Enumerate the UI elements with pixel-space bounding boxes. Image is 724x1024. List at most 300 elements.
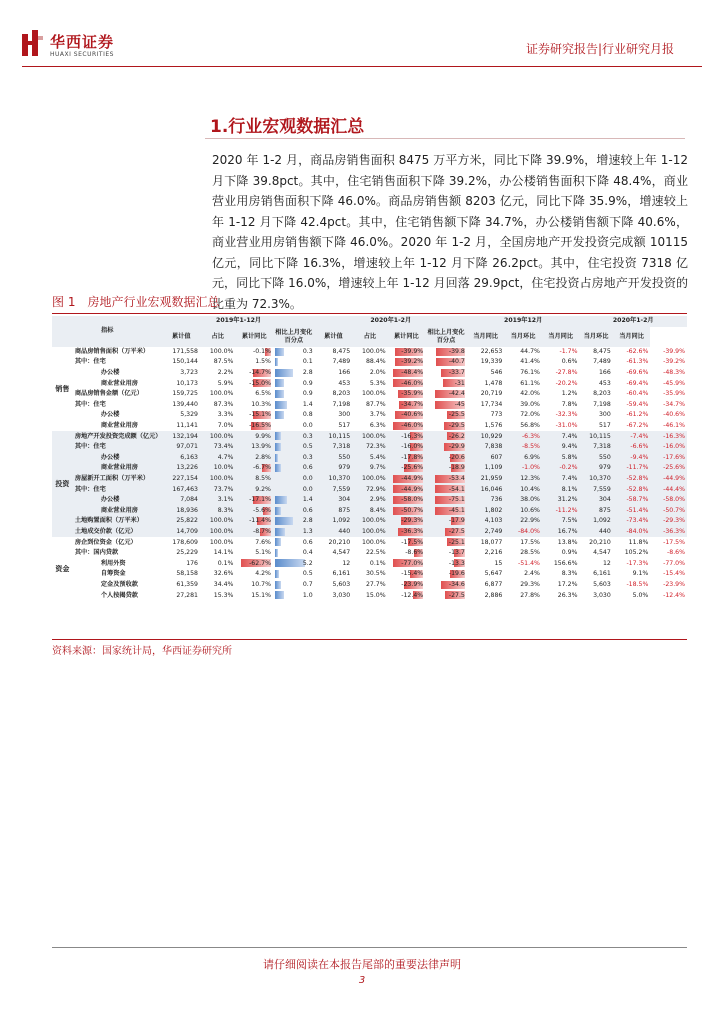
- table-cell: [315, 400, 353, 411]
- table-cell: [162, 347, 200, 358]
- table-cell: [542, 421, 580, 432]
- table-cell: [273, 421, 315, 432]
- cell-value: 5,329: [180, 411, 198, 419]
- table-cell: [235, 474, 273, 485]
- row-label: 办公楼: [73, 453, 163, 464]
- table-cell: [388, 548, 426, 559]
- table-cell: [200, 516, 235, 527]
- cell-value: 17,734: [480, 400, 503, 408]
- table-cell: [467, 453, 505, 464]
- cell-value: 7,318: [332, 443, 351, 451]
- cell-value: 0.1%: [369, 559, 386, 567]
- cell-value: 3,030: [593, 591, 611, 599]
- cell-value: 12.3%: [520, 475, 540, 483]
- cell-value: 1.0: [302, 591, 313, 599]
- data-bar: [275, 401, 287, 409]
- cell-value: -61.2%: [626, 411, 649, 419]
- cell-value: 607: [490, 453, 503, 461]
- cell-value: -16.0%: [401, 443, 424, 451]
- table-cell: [467, 569, 505, 580]
- table-row: [52, 442, 687, 453]
- table-cell: [352, 484, 387, 495]
- table-cell: [388, 389, 426, 400]
- cell-value: 20,719: [480, 390, 503, 398]
- cell-value: 12: [602, 559, 611, 567]
- data-bar: [275, 348, 284, 356]
- table-cell: [425, 474, 467, 485]
- cell-value: 4,103: [484, 517, 503, 525]
- cell-value: 22.5%: [365, 549, 386, 557]
- cell-value: -17.6%: [663, 453, 685, 461]
- table-cell: [315, 453, 353, 464]
- table-cell: [542, 368, 580, 379]
- row-group-label: 投资: [52, 431, 73, 537]
- table-cell: [315, 569, 353, 580]
- table-cell: [613, 558, 651, 569]
- table-cell: [315, 410, 353, 421]
- table-cell: [425, 580, 467, 591]
- table-row: [52, 516, 687, 527]
- row-label: 其中：国内贷款: [73, 548, 163, 559]
- table-cell: [352, 431, 387, 442]
- cell-value: 2.8: [302, 517, 313, 525]
- table-cell: [425, 537, 467, 548]
- table-cell: [504, 548, 542, 559]
- row-label: 房企到位资金（亿元）: [73, 537, 163, 548]
- row-label: 自筹资金: [73, 569, 163, 580]
- table-cell: [200, 474, 235, 485]
- cell-value: -0.2%: [559, 464, 578, 472]
- table-cell: [200, 453, 235, 464]
- cell-value: 20,210: [328, 538, 351, 546]
- report-type: 证券研究报告|行业研究月报: [525, 42, 674, 56]
- cell-value: 2.9%: [369, 496, 386, 504]
- table-cell: [542, 548, 580, 559]
- table-row: [52, 421, 687, 432]
- row-label: 商业营业用房: [73, 421, 163, 432]
- table-cell: [200, 495, 235, 506]
- cell-value: -35.9%: [401, 390, 424, 398]
- table-cell: [467, 548, 505, 559]
- cell-value: 0.6: [302, 506, 313, 514]
- data-bar: [275, 390, 284, 398]
- table-cell: [650, 389, 687, 400]
- table-cell: [542, 347, 580, 358]
- cell-value: -62.7%: [249, 559, 271, 567]
- table-cell: [504, 357, 542, 368]
- cell-value: 550: [599, 453, 611, 461]
- data-bar: [275, 559, 305, 567]
- table-cell: [352, 537, 387, 548]
- table-cell: [542, 400, 580, 411]
- table-cell: [467, 431, 505, 442]
- table-cell: [352, 558, 387, 569]
- table-cell: [613, 410, 651, 421]
- cell-value: -69.4%: [626, 379, 649, 387]
- cell-value: 0.6: [302, 538, 313, 546]
- table-cell: [650, 590, 687, 601]
- table-cell: [273, 389, 315, 400]
- cell-value: 0.6: [302, 464, 313, 472]
- row-label: 其中：住宅: [73, 442, 163, 453]
- cell-value: 227,154: [172, 475, 198, 483]
- table-cell: [352, 495, 387, 506]
- cell-value: -11.4%: [249, 517, 271, 525]
- table-cell: [542, 453, 580, 464]
- cell-value: -34.7%: [663, 400, 685, 408]
- cell-value: -25.5: [448, 411, 465, 419]
- cell-value: 41.4%: [520, 358, 540, 366]
- cell-value: 8,475: [332, 347, 351, 355]
- table-cell: [579, 527, 612, 538]
- table-cell: [352, 400, 387, 411]
- cell-value: -17.9: [448, 517, 465, 525]
- cell-value: 4.7%: [217, 453, 234, 461]
- table-cell: [162, 506, 200, 517]
- cell-value: 7,198: [593, 400, 611, 408]
- table-cell: [425, 378, 467, 389]
- table-cell: [315, 389, 353, 400]
- table-cell: [200, 463, 235, 474]
- table-cell: [200, 506, 235, 517]
- cell-value: 72.0%: [520, 411, 540, 419]
- data-bar: [275, 432, 281, 440]
- cell-value: -50.7%: [401, 506, 424, 514]
- cell-value: 3.1%: [217, 496, 234, 504]
- table-cell: [273, 357, 315, 368]
- table-cell: [425, 410, 467, 421]
- table-cell: [425, 527, 467, 538]
- cell-value: 5,603: [332, 580, 351, 588]
- table-cell: [388, 357, 426, 368]
- cell-value: 0.7: [302, 580, 313, 588]
- cell-value: 7.4%: [561, 432, 578, 440]
- summary-paragraph: 2020 年 1-2 月，商品房销售面积 8475 万平方米，同比下降 39.9%，增速较上年 1-12 月下降 39.8pct。其中，住宅销售面积下降 39.2%，办公楼销售面积下降 48.4%，商业营业用房销售面积下降 46.0%。商品房销售额 8203 亿元，同比下降 35.9%，增速较上年 1-12 月下降 42.4pct。其中，住宅销售额下降 34.7%，办公楼销售额下降 40.6%，商业营业用房销售额下降 46.0%。2020 年 1-2 月，全国房地产开发投资完成额 10115 亿元，同比下降 16.3%，增速较上年 1-12 月下降 26.2pct。其中，住宅投资 7318 亿元，同比下降 16.0%，增速较上年 1-12 月回落 29.9pct，住宅投资占房地产开发投资的比重为 72.3%。: [212, 153, 688, 311]
- table-cell: [650, 378, 687, 389]
- column-header: 相比上月变化百分点: [273, 327, 315, 347]
- row-label: 个人按揭贷款: [73, 590, 163, 601]
- cell-value: -51.4%: [518, 559, 540, 567]
- cell-value: -84.0%: [518, 527, 540, 535]
- cell-value: -6.7%: [253, 464, 271, 472]
- table-cell: [650, 442, 687, 453]
- cell-value: 5.2: [302, 559, 313, 567]
- table-cell: [162, 548, 200, 559]
- cell-value: 736: [490, 496, 503, 504]
- cell-value: -25.6%: [401, 464, 424, 472]
- row-label: 房地产开发投资完成额（亿元）: [73, 431, 163, 442]
- table-cell: [425, 431, 467, 442]
- table-cell: [235, 400, 273, 411]
- table-cell: [235, 569, 273, 580]
- cell-value: 304: [599, 496, 611, 504]
- cell-value: 5.0%: [632, 591, 649, 599]
- legal-notice: 请仔细阅读在本报告尾部的重要法律声明: [263, 958, 461, 971]
- cell-value: -7.4%: [630, 432, 649, 440]
- cell-value: -69.6%: [626, 369, 649, 377]
- table-cell: [504, 537, 542, 548]
- cell-value: 1,109: [484, 464, 503, 472]
- cell-value: -84.0%: [626, 527, 649, 535]
- column-header: 当月同比: [467, 327, 505, 347]
- table-cell: [388, 421, 426, 432]
- table-cell: [352, 548, 387, 559]
- table-cell: [579, 378, 612, 389]
- table-cell: [235, 410, 273, 421]
- table-cell: [273, 590, 315, 601]
- cell-value: 18,077: [480, 538, 503, 546]
- cell-value: 176: [186, 559, 198, 567]
- table-cell: [162, 558, 200, 569]
- cell-value: 2,886: [484, 591, 503, 599]
- table-cell: [504, 389, 542, 400]
- table-cell: [613, 569, 651, 580]
- cell-value: 7,198: [332, 400, 351, 408]
- cell-value: -17.3%: [626, 559, 649, 567]
- cell-value: -40.7: [448, 358, 465, 366]
- cell-value: 7,084: [180, 496, 198, 504]
- data-bar: [275, 507, 281, 515]
- table-cell: [273, 548, 315, 559]
- table-cell: [613, 357, 651, 368]
- table-cell: [504, 516, 542, 527]
- row-label: 商业营业用房: [73, 378, 163, 389]
- cell-value: -40.6%: [401, 411, 424, 419]
- cell-value: 6,163: [180, 453, 198, 461]
- row-label: 土地成交价款（亿元）: [73, 527, 163, 538]
- table-cell: [467, 368, 505, 379]
- figure-top-rule: [52, 313, 687, 314]
- cell-value: 4,547: [332, 549, 351, 557]
- cell-value: 875: [338, 506, 351, 514]
- table-cell: [162, 357, 200, 368]
- cell-value: 0.3: [302, 432, 313, 440]
- row-label: 土地购置面积（万平米）: [73, 516, 163, 527]
- table-cell: [504, 378, 542, 389]
- cell-value: 3,030: [332, 591, 351, 599]
- cell-value: 5.1%: [255, 549, 271, 557]
- table-row: [52, 431, 687, 442]
- table-row: [52, 527, 687, 538]
- table-cell: [162, 590, 200, 601]
- cell-value: 32.6%: [213, 570, 234, 578]
- table-cell: [200, 347, 235, 358]
- cell-value: -1.7%: [559, 347, 578, 355]
- cell-value: -61.3%: [626, 358, 649, 366]
- table-cell: [273, 347, 315, 358]
- table-cell: [315, 537, 353, 548]
- table-cell: [235, 590, 273, 601]
- table-cell: [388, 569, 426, 580]
- cell-value: 87.5%: [213, 358, 234, 366]
- cell-value: 10,929: [480, 432, 503, 440]
- table-cell: [425, 347, 467, 358]
- cell-value: -75.1: [448, 496, 465, 504]
- table-cell: [650, 474, 687, 485]
- table-cell: [235, 463, 273, 474]
- cell-value: 9.1%: [632, 570, 649, 578]
- cell-value: -44.4%: [663, 485, 685, 493]
- cell-value: -15.4%: [663, 570, 685, 578]
- table-cell: [579, 516, 612, 527]
- cell-value: -44.9%: [401, 485, 424, 493]
- table-cell: [162, 368, 200, 379]
- table-row: [52, 548, 687, 559]
- table-row: [52, 495, 687, 506]
- table-row: [52, 453, 687, 464]
- cell-value: -18.9: [448, 464, 465, 472]
- table-cell: [542, 484, 580, 495]
- cell-value: -31.0%: [555, 422, 578, 430]
- data-bar: [275, 517, 293, 525]
- cell-value: -31: [454, 379, 465, 387]
- table-row: [52, 357, 687, 368]
- table-cell: [352, 590, 387, 601]
- table-cell: [650, 548, 687, 559]
- cell-value: -39.8: [448, 347, 465, 355]
- cell-value: 8,203: [593, 390, 611, 398]
- cell-value: -52.8%: [626, 485, 649, 493]
- table-row: [52, 400, 687, 411]
- cell-value: 72.9%: [365, 485, 386, 493]
- cell-value: 8,475: [593, 347, 611, 355]
- table-cell: [467, 537, 505, 548]
- cell-value: 100.0%: [362, 517, 386, 525]
- cell-value: 1,092: [332, 517, 351, 525]
- cell-value: 100.0%: [362, 432, 386, 440]
- row-label: 商品房销售面积（万平米）: [73, 347, 163, 358]
- cell-value: -36.3%: [663, 527, 685, 535]
- cell-value: -58.0%: [663, 496, 685, 504]
- cell-value: 1,802: [484, 506, 503, 514]
- table-cell: [388, 527, 426, 538]
- column-header: 当月同比: [542, 327, 580, 347]
- cell-value: 72.3%: [365, 443, 386, 451]
- table-cell: [388, 442, 426, 453]
- table-cell: [467, 410, 505, 421]
- cell-value: 1,576: [484, 422, 503, 430]
- table-cell: [579, 463, 612, 474]
- table-cell: [650, 537, 687, 548]
- table-cell: [504, 506, 542, 517]
- data-bar: [275, 496, 287, 504]
- header-indicator: 指标: [52, 316, 162, 347]
- cell-value: -42.4: [448, 390, 465, 398]
- table-cell: [388, 431, 426, 442]
- cell-value: -12.4%: [663, 591, 685, 599]
- data-bar: [275, 570, 280, 578]
- cell-value: -29.5: [448, 422, 465, 430]
- table-cell: [162, 495, 200, 506]
- brand-name: 华西证券: [50, 33, 115, 51]
- table-cell: [542, 569, 580, 580]
- cell-value: -40.6%: [663, 411, 685, 419]
- cell-value: 100.0%: [209, 538, 234, 546]
- cell-value: 9.9%: [255, 432, 271, 440]
- cell-value: 14,709: [176, 527, 198, 535]
- table-cell: [235, 431, 273, 442]
- table-cell: [579, 389, 612, 400]
- table-cell: [200, 431, 235, 442]
- cell-value: 8.5%: [255, 475, 271, 483]
- data-bar: [275, 538, 281, 546]
- cell-value: 61.1%: [520, 379, 540, 387]
- table-cell: [235, 421, 273, 432]
- table-row: [52, 474, 687, 485]
- cell-value: 9.7%: [369, 464, 386, 472]
- table-cell: [504, 431, 542, 442]
- cell-value: -20.6: [448, 453, 465, 461]
- cell-value: 10,115: [328, 432, 351, 440]
- cell-value: 15.3%: [213, 591, 234, 599]
- cell-value: -23.9%: [663, 580, 685, 588]
- table-cell: [613, 484, 651, 495]
- footer-divider: [52, 947, 687, 948]
- cell-value: 87.3%: [213, 400, 234, 408]
- cell-value: 171,558: [172, 347, 198, 355]
- cell-value: -27.8%: [555, 369, 578, 377]
- cell-value: 73.4%: [213, 443, 234, 451]
- table-cell: [235, 580, 273, 591]
- table-cell: [504, 442, 542, 453]
- table-cell: [273, 484, 315, 495]
- cell-value: 7.6%: [255, 538, 271, 546]
- cell-value: -16.5%: [249, 422, 271, 430]
- table-cell: [425, 368, 467, 379]
- table-cell: [504, 590, 542, 601]
- table-cell: [273, 537, 315, 548]
- cell-value: 7.5%: [561, 517, 578, 525]
- table-row: [52, 410, 687, 421]
- brand-english: HUAXI SECURITIES: [50, 51, 114, 58]
- data-bar: [275, 549, 278, 557]
- cell-value: 27.7%: [365, 580, 386, 588]
- cell-value: 30.5%: [365, 570, 386, 578]
- cell-value: -26.2: [448, 432, 465, 440]
- cell-value: 2,749: [484, 527, 503, 535]
- cell-value: 5,647: [484, 570, 503, 578]
- cell-value: 6,161: [332, 570, 351, 578]
- cell-value: -58.0%: [401, 496, 424, 504]
- table-cell: [352, 421, 387, 432]
- cell-value: 17.5%: [520, 538, 540, 546]
- cell-value: -27.5: [448, 527, 465, 535]
- table-cell: [425, 463, 467, 474]
- table-cell: [273, 474, 315, 485]
- cell-value: -45: [454, 400, 465, 408]
- table-cell: [650, 569, 687, 580]
- cell-value: -8.6%: [405, 549, 424, 557]
- table-cell: [579, 442, 612, 453]
- cell-value: 4,547: [593, 549, 611, 557]
- huaxi-logo-icon: [22, 30, 44, 56]
- data-bar: [275, 528, 286, 536]
- figure-bottom-rule: [52, 639, 687, 640]
- cell-value: 2.4%: [524, 570, 540, 578]
- data-bar: [275, 581, 281, 589]
- data-bar: [275, 464, 281, 472]
- cell-value: 15: [494, 559, 503, 567]
- cell-value: 453: [599, 379, 611, 387]
- cell-value: -20.2%: [555, 379, 578, 387]
- table-cell: [235, 347, 273, 358]
- table-cell: [162, 389, 200, 400]
- table-cell: [650, 516, 687, 527]
- cell-value: 6,161: [593, 570, 611, 578]
- table-cell: [315, 548, 353, 559]
- cell-value: 88.4%: [365, 358, 386, 366]
- cell-value: 17.2%: [557, 580, 578, 588]
